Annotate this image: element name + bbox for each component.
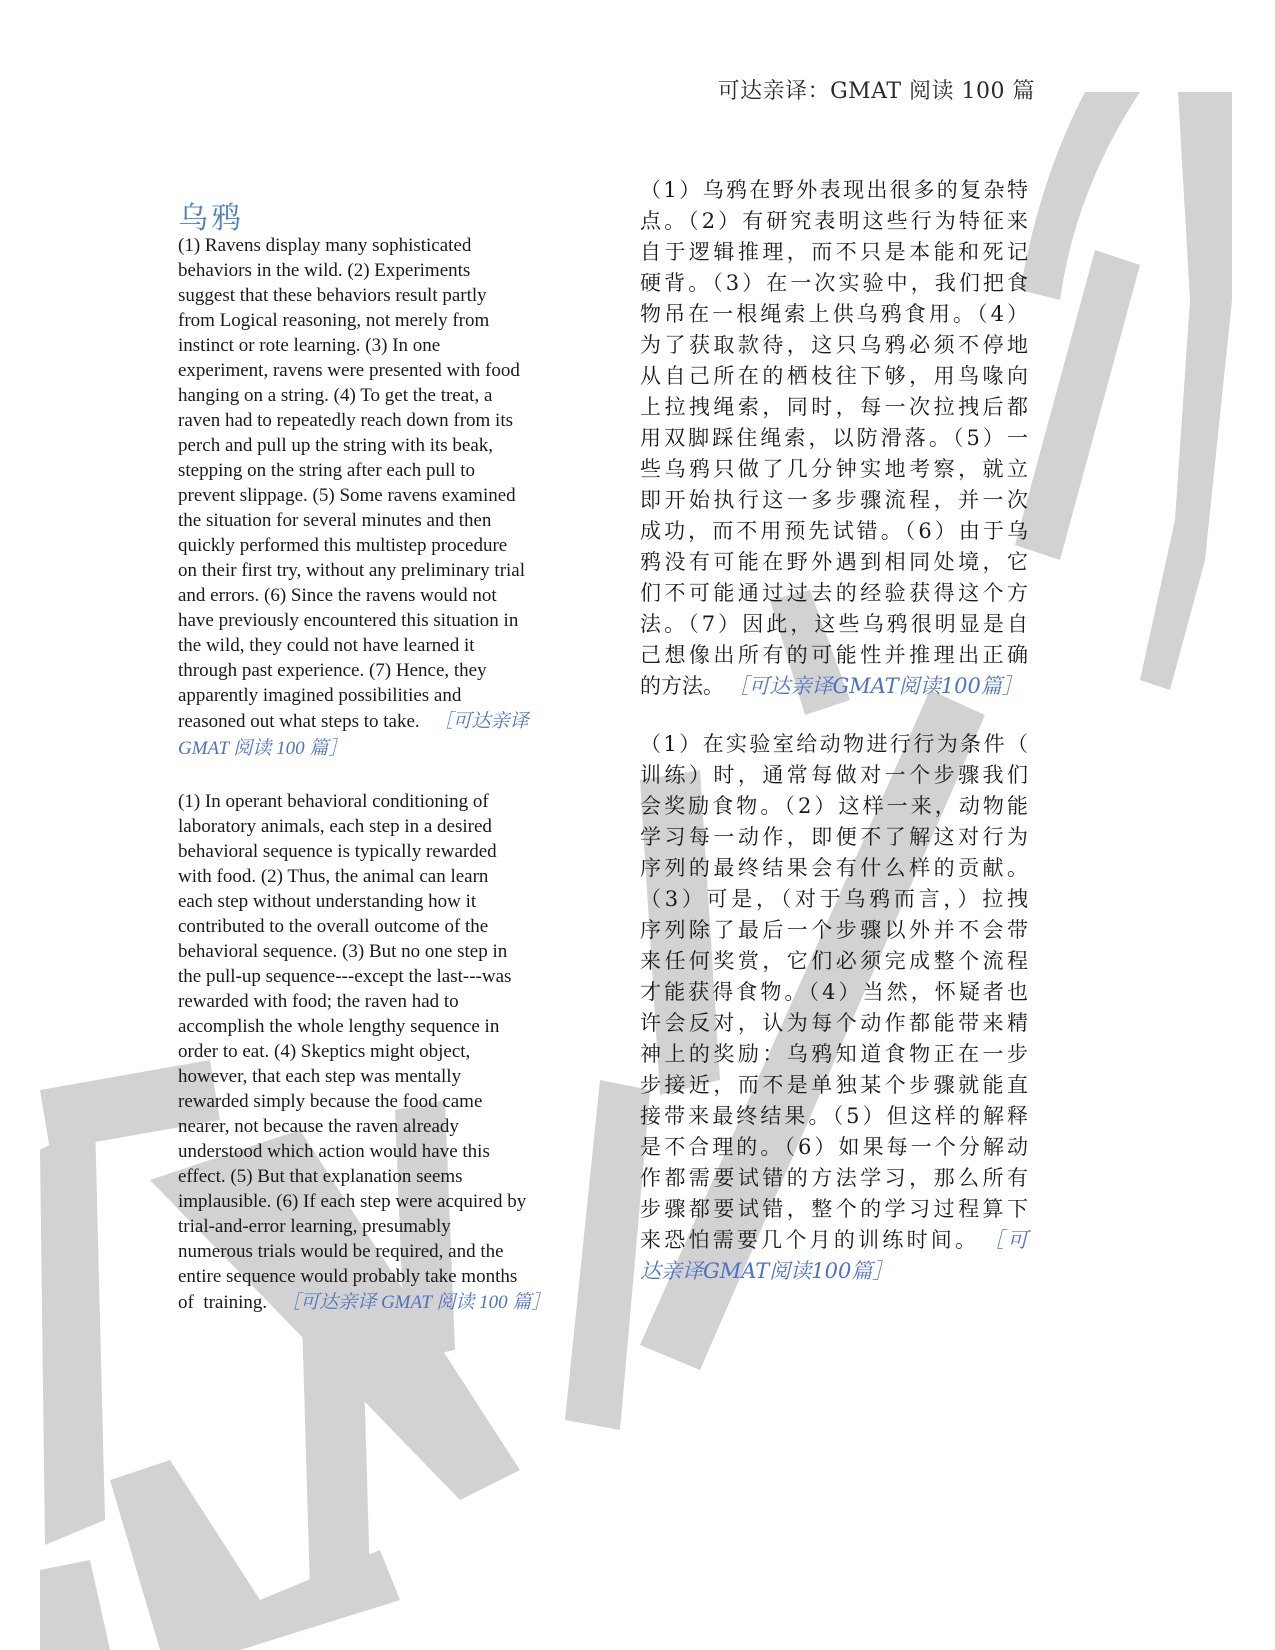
chinese-line [640,516,1028,547]
line-text: behavioral sequence. (3) But no one step in [178,941,508,962]
line-text: 硬背。（3）在一次实验中，我们把食 [640,271,1028,295]
line-text: perch and pull up the string with its beak, [178,435,494,456]
chinese-line [640,1132,1028,1163]
english-line [178,383,618,408]
line-text: and errors. (6) Since the ravens would not [178,585,497,606]
english-line [178,458,618,483]
chinese-paragraph-2 [640,729,1028,1287]
chinese-line [640,392,1028,423]
chinese-line [640,361,1028,392]
line-text: instinct or rote learning. (3) In one [178,335,441,356]
english-line [178,1189,618,1214]
line-text: order to eat. (4) Skeptics might object, [178,1041,471,1062]
chinese-line [640,915,1028,946]
line-text: 从自己所在的栖枝往下够，用鸟喙向 [640,364,1028,388]
line-text: with food. (2) Thus, the animal can learn [178,866,489,887]
english-line [178,558,618,583]
english-line [178,233,618,258]
citation: ［可达亲译GMAT阅读100篇］ [738,674,1023,698]
line-text: 为了获取款待，这只乌鸦必须不停地 [640,333,1028,357]
chinese-line [640,578,1028,609]
line-text: nearer, not because the raven already [178,1116,459,1137]
line-text: trial-and-error learning, presumably [178,1216,451,1237]
line-text: understood which action would have this [178,1141,490,1162]
english-line [178,1089,618,1114]
line-text: 自于逻辑推理，而不只是本能和死记 [640,240,1028,264]
line-text: quickly performed this multistep procedure [178,535,508,556]
line-text: on their first try, without any preliminary trial [178,560,526,581]
chinese-line [640,1163,1028,1194]
chinese-line [640,175,1028,206]
chinese-line [640,237,1028,268]
line-text: 步骤都要试错，整个的学习过程算下 [640,1197,1028,1221]
chinese-line [640,671,1028,702]
line-text: however, that each step was mentally [178,1066,462,1087]
watermark-stroke [40,1120,105,1545]
english-line [178,1114,618,1139]
line-text: raven had to repeatedly reach down from its [178,410,514,431]
line-text: 成功，而不用预先试错。（6）由于乌 [640,519,1028,543]
line-text: apparently imagined possibilities and [178,685,462,706]
chinese-line [640,330,1028,361]
chinese-line [640,1194,1028,1225]
chinese-line [640,1225,1028,1256]
line-text: 会奖励食物。（2）这样一来，动物能 [640,794,1028,818]
line-text: effect. (5) But that explanation seems [178,1166,463,1187]
english-line [178,914,618,939]
line-text: 点。（2）有研究表明这些行为特征来 [640,209,1028,233]
english-line [178,1289,618,1316]
watermark-stroke [1140,92,1232,690]
line-text: 来任何奖赏，它们必须完成整个流程 [640,949,1028,973]
chinese-line [640,268,1028,299]
line-text: 序列的最终结果会有什么样的贡献。 [640,856,1028,880]
chinese-line [640,853,1028,884]
english-line [178,658,618,683]
line-text: suggest that these behaviors result partly [178,285,487,306]
line-text: 接带来最终结果。（5）但这样的解释 [640,1104,1028,1128]
page-header-title: 可达亲译：GMAT 阅读 100 篇 [717,79,1035,104]
line-text: rewarded simply because the food came [178,1091,483,1112]
chinese-line [640,547,1028,578]
english-line [178,283,618,308]
chinese-line [640,1101,1028,1132]
line-text: 法。（7）因此，这些乌鸦很明显是自 [640,612,1028,636]
english-line [178,1214,618,1239]
line-text: hanging on a string. (4) To get the treat, a [178,385,493,406]
english-line [178,989,618,1014]
english-line [178,964,618,989]
line-text: each step without understanding how it [178,891,477,912]
english-line [178,583,618,608]
line-text: 己想像出所有的可能性并推理出正确 [640,643,1028,667]
chinese-line [640,609,1028,640]
line-text: 作都需要试错的方法学习，那么所有 [640,1166,1028,1190]
line-text: from Logical reasoning, not merely from [178,310,490,331]
line-text: 是不合理的。（6）如果每一个分解动 [640,1135,1028,1159]
english-line [178,433,618,458]
chinese-line [640,729,1028,760]
english-line [178,814,618,839]
english-line [178,1164,618,1189]
citation: ［可达亲译 [433,711,529,732]
line-text: reasoned out what steps to take. [178,711,420,732]
line-text: 即开始执行这一多步骤流程，并一次 [640,488,1028,512]
line-text: (1) In operant behavioral conditioning of [178,791,489,812]
chinese-line [640,454,1028,485]
chinese-line [640,1256,1028,1287]
line-text: (1) Ravens display many sophisticated [178,235,472,256]
chinese-line [640,206,1028,237]
line-text: the situation for several minutes and then [178,510,492,531]
english-line [178,1039,618,1064]
english-paragraph-1 [178,233,618,762]
line-text: 鸦没有可能在野外遇到相同处境，它 [640,550,1028,574]
english-line [178,333,618,358]
line-text: 才能获得食物。（4）当然，怀疑者也 [640,980,1028,1004]
english-line [178,683,618,708]
english-line [178,1014,618,1039]
line-text: prevent slippage. (5) Some ravens examined [178,485,516,506]
line-text: have previously encountered this situation in [178,610,519,631]
line-text: （1）乌鸦在野外表现出很多的复杂特 [640,178,1028,202]
line-text: 用双脚踩住绳索，以防滑落。（5）一 [640,426,1028,450]
chinese-line [640,760,1028,791]
chinese-line [640,1039,1028,1070]
line-text: stepping on the string after each pull to [178,460,476,481]
english-line [178,258,618,283]
line-text: 的方法。 [640,674,724,698]
chinese-paragraph-1 [640,175,1028,702]
line-text: through past experience. (7) Hence, they [178,660,487,681]
line-text: （3）可是，（对于乌鸦而言，）拉拽 [640,887,1028,911]
line-text: 物吊在一根绳索上供乌鸦食用。（4） [640,302,1028,326]
english-line [178,839,618,864]
line-text: implausible. (6) If each step were acquired by [178,1191,527,1212]
line-text: 神上的奖励：乌鸦知道食物正在一步 [640,1042,1028,1066]
english-line [178,358,618,383]
chinese-line [640,1070,1028,1101]
line-text: （1）在实验室给动物进行行为条件（ [640,732,1028,756]
line-text: 来恐怕需要几个月的训练时间。 [640,1228,980,1252]
line-text: entire sequence would probably take months [178,1266,518,1287]
line-text: contributed to the overall outcome of the [178,916,489,937]
chinese-line [640,640,1028,671]
english-line [178,939,618,964]
line-text: 上拉拽绳索，同时，每一次拉拽后都 [640,395,1028,419]
chinese-line [640,791,1028,822]
chinese-line [640,423,1028,454]
line-text: behavioral sequence is typically rewarded [178,841,497,862]
article-title: 乌鸦 [178,201,244,236]
chinese-line [640,822,1028,853]
line-text: behaviors in the wild. (2) Experiments [178,260,471,281]
english-paragraph-2 [178,789,618,1316]
english-line [178,735,618,762]
chinese-line [640,946,1028,977]
citation: ［可 [993,1228,1028,1252]
chinese-line [640,485,1028,516]
line-text: 步接近，而不是单独某个步骤就能直 [640,1073,1028,1097]
chinese-line [640,1008,1028,1039]
chinese-line [640,884,1028,915]
english-line [178,1064,618,1089]
english-line [178,1239,618,1264]
english-line [178,789,618,814]
line-text: laboratory animals, each step in a desired [178,816,492,837]
english-line [178,483,618,508]
line-text: experiment, ravens were presented with food [178,360,520,381]
english-line [178,608,618,633]
line-text: 许会反对，认为每个动作都能带来精 [640,1011,1028,1035]
line-text: 训练）时，通常每做对一个步骤我们 [640,763,1028,787]
english-line [178,533,618,558]
watermark-stroke [1015,250,1140,560]
english-line [178,889,618,914]
line-text: 学习每一动作，即便不了解这对行为 [640,825,1028,849]
line-text: 们不可能通过过去的经验获得这个方 [640,581,1028,605]
chinese-line [640,977,1028,1008]
line-text: numerous trials would be required, and the [178,1241,504,1262]
chinese-line [640,299,1028,330]
citation: 达亲译GMAT阅读100篇］ [640,1259,894,1283]
citation: GMAT 阅读 100 篇］ [178,738,348,759]
english-line [178,864,618,889]
english-line [178,308,618,333]
line-text: the wild, they could not have learned it [178,635,475,656]
watermark-stroke [40,1560,110,1650]
citation: ［可达亲译 GMAT 阅读 100 篇］ [281,1292,551,1313]
english-line [178,408,618,433]
line-text: accomplish the whole lengthy sequence in [178,1016,500,1037]
line-text: 些乌鸦只做了几分钟实地考察，就立 [640,457,1028,481]
english-line [178,508,618,533]
english-line [178,708,618,735]
line-text: rewarded with food; the raven had to [178,991,459,1012]
english-line [178,1264,618,1289]
line-text: 序列除了最后一个步骤以外并不会带 [640,918,1028,942]
english-line [178,633,618,658]
english-line [178,1139,618,1164]
line-text: of training. [178,1292,268,1313]
line-text: the pull-up sequence---except the last---was [178,966,512,987]
